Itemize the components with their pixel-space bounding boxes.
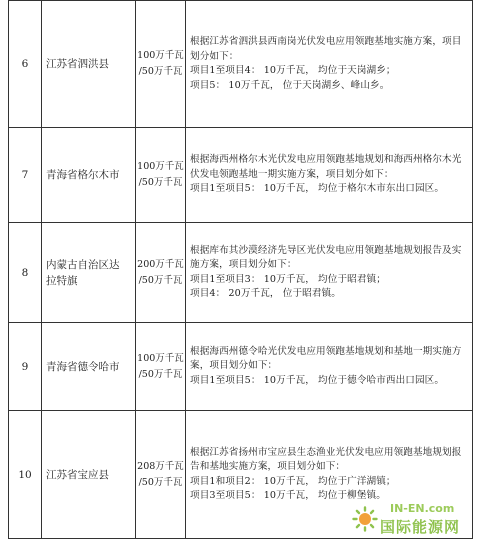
watermark-name: 国际能源网	[380, 518, 461, 536]
leader-base-table	[8, 0, 473, 539]
province-name: 青海省格尔木市	[46, 169, 120, 181]
province-name: 江苏省泗洪县	[46, 58, 109, 70]
capacity: 200万千瓦 /50万千瓦	[137, 258, 184, 286]
watermark-domain: IN-EN.com	[390, 502, 455, 515]
table-row	[9, 322, 472, 410]
capacity: 208万千瓦 /50万千瓦	[137, 460, 184, 488]
project-description: 根据海西州德令哈光伏发电应用领跑基地规划和基地一期实施方 案，项目划分如下： 项目1至项目5： 10万千瓦， 均位于德令哈市西出口园区。	[190, 345, 462, 386]
province-name: 内蒙古自治区达 拉特旗	[46, 258, 120, 287]
capacity: 100万千瓦 /50万千瓦	[137, 352, 184, 380]
row-number: 8	[21, 266, 29, 279]
table-row	[9, 222, 472, 322]
capacity: 100万千瓦 /50万千瓦	[137, 50, 184, 77]
project-description: 根据江苏省泗洪县西南岗光伏发电应用领跑基地实施方案，项目 划分如下： 项目1至项目4： 10万千瓦， 均位于天岗湖乡； 项目5： 10万千瓦， 位于天岗湖乡、峰山乡。	[190, 35, 462, 91]
table-row	[9, 127, 472, 222]
sun-logo-icon	[352, 506, 378, 532]
row-number: 10	[18, 468, 32, 481]
watermark-logo	[352, 500, 472, 540]
capacity: 100万千瓦 /50万千瓦	[137, 161, 184, 188]
table-row	[9, 0, 472, 127]
project-description: 根据海西州格尔木光伏发电应用领跑基地规划和海西州格尔木光 伏发电领跑基地一期实施方案，项目划分如下： 项目1至项目5： 10万千瓦， 均位于格尔木市东出口园区。	[190, 154, 462, 195]
row-number: 6	[21, 58, 29, 70]
row-number: 9	[21, 360, 29, 373]
row-number: 7	[21, 169, 29, 181]
province-name: 江苏省宝应县	[46, 468, 109, 481]
project-description: 根据库布其沙漠经济先导区光伏发电应用领跑基地规划报告及实 施方案，项目划分如下： 项目1至项目3： 10万千瓦， 均位于昭君镇； 项目4： 20万千瓦， 位于昭君镇。	[190, 244, 462, 300]
province-name: 青海省德令哈市	[46, 360, 120, 373]
project-description: 根据江苏省扬州市宝应县生态渔业光伏发电应用领跑基地规划报 告和基地实施方案，项目划分如下： 项目1和项目2： 10万千瓦， 均位于广洋湖镇； 项目3至项目5： 10万千瓦， 均位于柳堡镇。	[190, 446, 462, 502]
